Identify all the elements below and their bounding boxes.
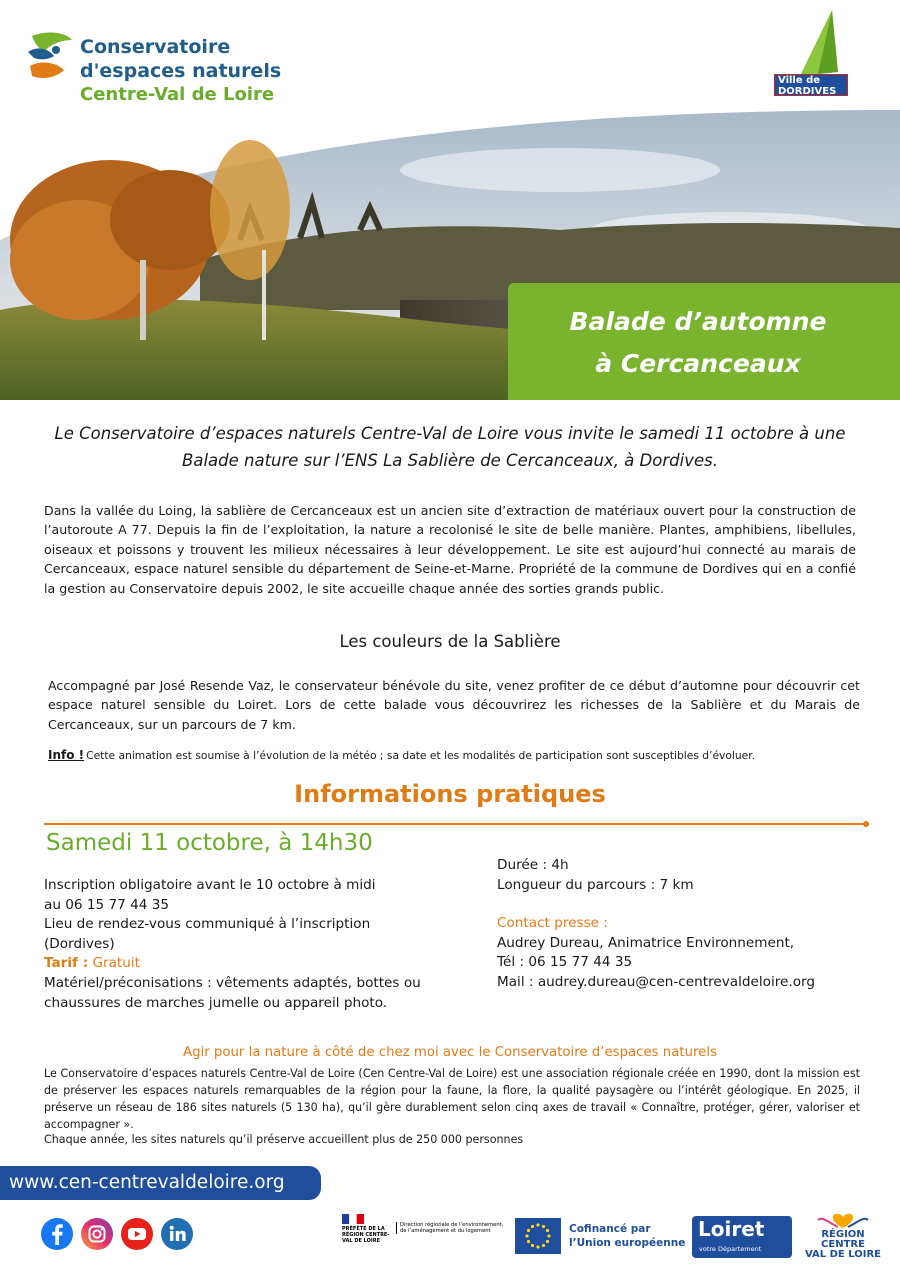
price-label: Tarif : — [44, 955, 89, 972]
info-label: Info ! — [48, 748, 85, 762]
meeting-town: (Dordives) — [44, 935, 115, 952]
eu-flag-icon — [515, 1218, 561, 1254]
about-title: Agir pour la nature à côté de chez moi avec le Conservatoire d’espaces naturels — [182, 1045, 718, 1060]
duration-contact-details — [497, 856, 877, 993]
dreal-name: Direction régionale de l’environnement, de l’aménagement et du logement — [396, 1222, 506, 1234]
region-logo — [798, 1212, 888, 1262]
dordives-label: Ville de DORDIVES — [774, 74, 848, 96]
region-name: RÉGION CENTRE VAL DE LOIRE — [804, 1229, 882, 1260]
guide-paragraph: Accompagné par José Resende Vaz, le conservateur bénévole du site, venez profiter de ce début d’automne pour découvrir cet espace naturel sensible du Loiret. Lors de cette balade vous découvrirez les richesses de la Sablière et du Marais de Cercanceaux, sur un parcours de 7 km. — [48, 678, 860, 732]
equipment-line1: Matériel/préconisations : vêtements adaptés, bottes ou — [44, 974, 421, 991]
region-heart-icon — [798, 1212, 888, 1230]
org-name-line3: Centre-Val de Loire — [80, 84, 275, 105]
info-notice — [48, 748, 868, 762]
section-subtitle: Les couleurs de la Sablière — [339, 632, 561, 651]
loiret-subtitle: votre Département — [699, 1245, 762, 1253]
youtube-icon[interactable] — [120, 1217, 154, 1251]
dordives-logo — [760, 10, 850, 96]
press-contact-label: Contact presse : — [497, 915, 608, 932]
cen-logo — [26, 30, 306, 110]
price — [44, 954, 464, 974]
event-title-line1: Balade d’automne — [569, 307, 827, 336]
event-date: Samedi 11 octobre, à 14h30 — [46, 830, 373, 856]
registration-details — [44, 876, 464, 1013]
registration-phone: au 06 15 77 44 35 — [44, 896, 170, 913]
duration: Durée : 4h — [497, 857, 569, 873]
eu-cofunding-logo — [515, 1218, 686, 1254]
press-contact-phone: Tél : 06 15 77 44 35 — [497, 954, 633, 971]
press-contact-email[interactable]: Mail : audrey.dureau@cen-centrevaldeloire.org — [497, 973, 816, 990]
press-contact-name: Audrey Dureau, Animatrice Environnement, — [497, 934, 795, 951]
info-text: Cette animation est soumise à l’évolution de la météo ; sa date et les modalités de participation sont susceptibles d’évoluer. — [86, 749, 756, 762]
event-title-line2: à Cercanceaux — [595, 349, 801, 378]
prefecture-logo — [338, 1212, 508, 1262]
price-value: Gratuit — [92, 955, 140, 972]
about-text: Le Conservatoire d’espaces naturels Centre-Val de Loire (Cen Centre-Val de Loire) est une association régionale créée en 1990, dont la mission est de préserver les espaces naturels remarquables de la région pour la faune, la flore, la qualité paysagère ou l’intérêt géologique. En 2025, il préserve un réseau de 186 sites naturels (5 130 ha), qu’il gère durablement selon cinq axes de travail « Connaître, protéger, gérer, valoriser et accompagner ». — [44, 1067, 860, 1131]
prefecture-name: PRÉFÈTE DE LA RÉGION CENTRE-VAL DE LOIRE — [342, 1226, 390, 1244]
org-name-line1: Conservatoire — [80, 36, 231, 58]
website-link[interactable]: www.cen-centrevaldeloire.org — [0, 1166, 321, 1200]
cen-leaf-icon — [26, 30, 74, 88]
meeting-point: Lieu de rendez-vous communiqué à l’inscription — [44, 916, 371, 933]
event-title-box — [508, 283, 900, 400]
loiret-name: Loiret — [698, 1217, 765, 1241]
linkedin-icon[interactable] — [160, 1217, 194, 1251]
org-name-line2: d'espaces naturels — [80, 60, 282, 82]
instagram-icon[interactable] — [80, 1217, 114, 1251]
facebook-icon[interactable] — [40, 1217, 74, 1251]
description-paragraph: Dans la vallée du Loing, la sablière de Cercanceaux est un ancien site d’extraction de matériaux ouvert pour la construction de l’autoroute A 77. Depuis la fin de l’exploitation, la nature a recolonisé le site de belle manière. Plantes, amphibiens, libellules, oiseaux et poissons y trouvent les milieux nécessaires à leur développement. Le site est aujourd’hui connecté au marais de Cercanceaux, espace naturel sensible du département de Seine-et-Marne. Propriété de la commune de Dordives qui en a confié la gestion au Conservatoire depuis 2002, le site accueille chaque année des sorties grands public. — [44, 503, 856, 596]
orange-divider — [44, 823, 866, 825]
loiret-logo — [692, 1216, 792, 1258]
registration-deadline: Inscription obligatoire avant le 10 octobre à midi — [44, 877, 376, 893]
intro-text: Le Conservatoire d’espaces naturels Centre-Val de Loire vous invite le samedi 11 octobre à une Balade nature sur l’ENS La Sablière de Cercanceaux, à Dordives. — [54, 424, 846, 470]
equipment-line2: chaussures de marches jumelle ou appareil photo. — [44, 994, 388, 1011]
french-flag-icon — [342, 1214, 364, 1224]
route-length: Longueur du parcours : 7 km — [497, 876, 694, 893]
eu-cofunding-text: Cofinancé par l’Union européenne — [569, 1223, 686, 1249]
about-visitors: Chaque année, les sites naturels qu’il préserve accueillent plus de 250 000 personnes — [44, 1133, 524, 1146]
practical-info-title: Informations pratiques — [294, 780, 606, 808]
